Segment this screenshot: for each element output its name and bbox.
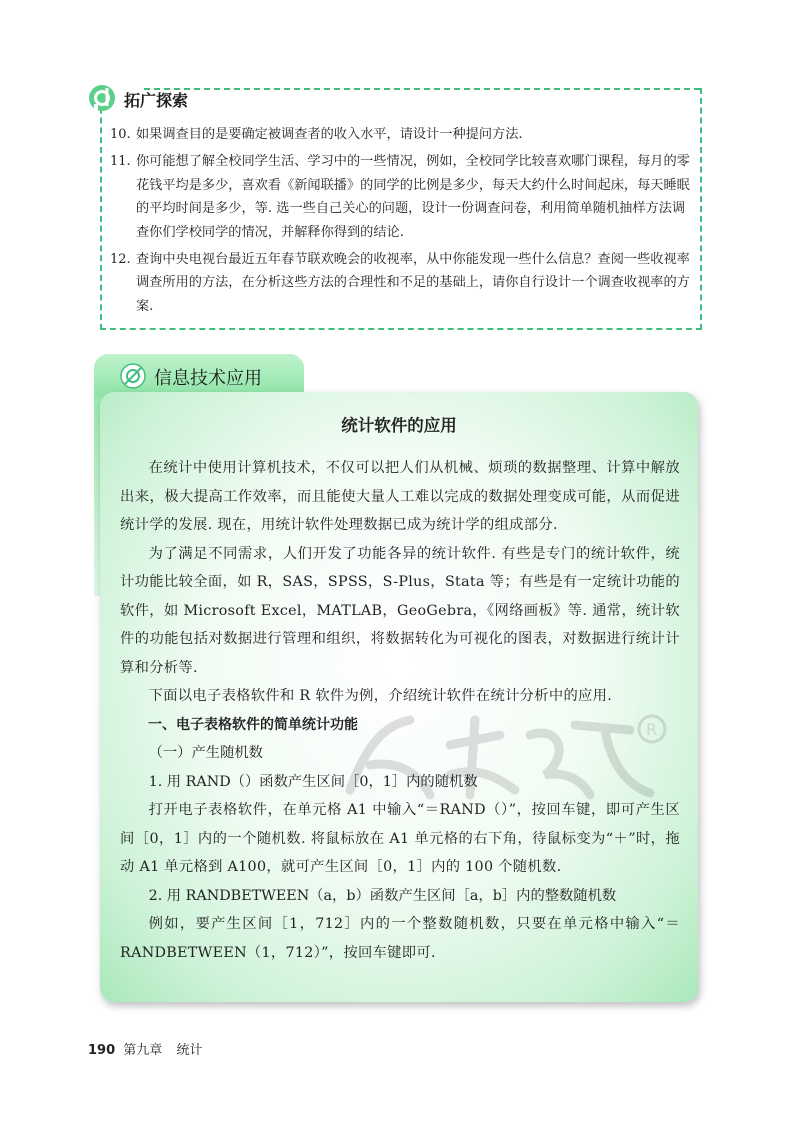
info-tech-icon	[120, 363, 146, 389]
section-heading: 一、电子表格软件的简单统计功能	[148, 716, 358, 733]
explore-list	[110, 123, 694, 322]
body-paragraph: 为了满足不同需求，人们开发了功能各异的统计软件. 有些是专门的统计软件，统计功能比较全面，如 R，SAS，SPSS，S-Plus，Stata 等；有些是有一定统计功能的软件，如 Microsoft Excel，MATLAB，GeoGebra，《网络画板》等. 通常，统计软件的功能包括对数据进行管理和组织，将数据转化为可视化的图表，对数据进行统计计算和分析等.	[120, 545, 680, 676]
step2-title: 2. 用 RANDBETWEEN（a，b）函数产生区间［a，b］内的整数随机数	[148, 887, 617, 904]
explore-title: 拓广探索	[124, 91, 189, 110]
body-paragraph: 下面以电子表格软件和 R 软件为例，介绍统计软件在统计分析中的应用.	[148, 688, 613, 704]
step1-text: 打开电子表格软件，在单元格 A1 中输入“＝RAND（）”，按回车键，即可产生区间［0，1］内的一个随机数. 将鼠标放在 A1 单元格的右下角，待鼠标变为“＋”时，拖动 A1 单元格到 A100，就可产生区间［0，1］内的 100 个随机数.	[120, 802, 680, 875]
explore-item-text: 如果调查目的是要确定被调查者的收入水平，请设计一种提问方法.	[136, 127, 523, 142]
step2-text: 例如，要产生区间［1，712］内的一个整数随机数，只要在单元格中输入“＝RANDBETWEEN（1，712）”，按回车键即可.	[120, 916, 680, 961]
explore-item	[110, 248, 694, 318]
step1-title: 1. 用 RAND（）函数产生区间［0，1］内的随机数	[148, 773, 478, 790]
explore-logo-icon	[88, 84, 116, 112]
chapter-label: 第九章	[123, 1043, 163, 1058]
subsection-heading: （一）产生随机数	[148, 745, 263, 761]
body-paragraph: 在统计中使用计算机技术，不仅可以把人们从机械、烦琐的数据整理、计算中解放出来，极大提高工作效率，而且能使大量人工难以完成的数据处理变成可能，从而促进统计学的发展. 现在，用统计软件处理数据已成为统计学的组成部分.	[120, 460, 680, 533]
svg-text:R: R	[646, 720, 658, 739]
explore-item-text: 你可能想了解全校同学生活、学习中的一些情况，例如，全校同学比较喜欢哪门课程，每月的零花钱平均是多少，喜欢看《新闻联播》的同学的比例是多少，每天大约什么时间起床，每天睡眠的平均时间是多少，等. 选一些自己关心的问题，设计一份调查问卷，利用简单随机抽样方法调查你们学校同学的情况，并解释你得到的结论.	[136, 154, 690, 240]
info-tech-tab-label: 信息技术应用	[154, 368, 262, 389]
panel-title: 统计软件的应用	[341, 416, 457, 435]
explore-item-number: 12.	[110, 252, 131, 268]
page-footer	[88, 1039, 202, 1058]
explore-item-number: 10.	[110, 127, 131, 142]
page-number: 190	[88, 1043, 116, 1058]
section-label: 统计	[176, 1043, 203, 1058]
explore-item	[110, 123, 694, 146]
panel-body	[120, 454, 680, 967]
explore-item-text: 查询中央电视台最近五年春节联欢晚会的收视率，从中你能发现一些什么信息？查阅一些收视率调查所用的方法，在分析这些方法的合理性和不足的基础上，请你自行设计一个调查收视率的方案.	[136, 252, 690, 314]
explore-item-number: 11.	[110, 154, 131, 170]
explore-item	[110, 150, 694, 244]
